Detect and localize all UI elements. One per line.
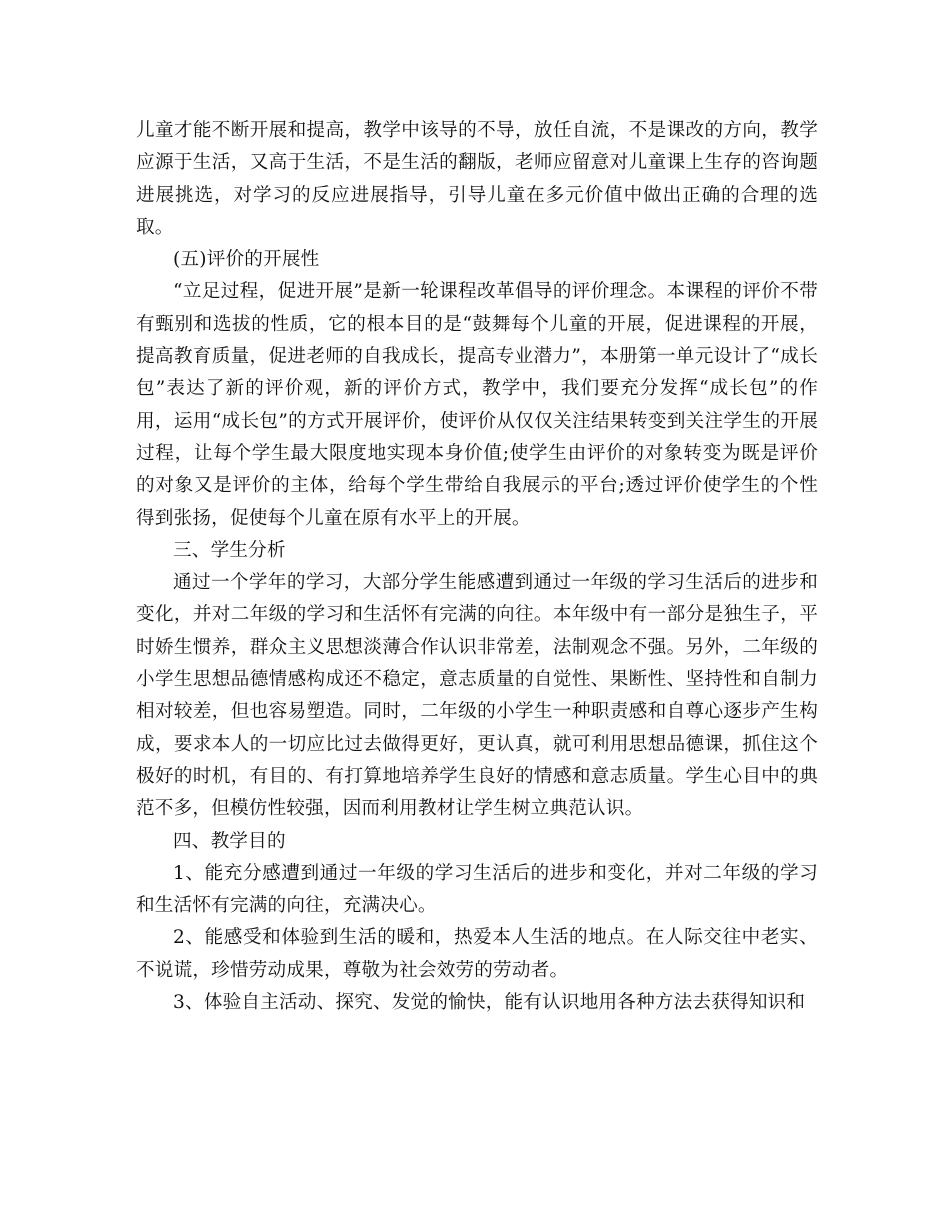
list-item-goal-3: 3、体验自主活动、探究、发觉的愉快，能有认识地用各种方法去获得知识和	[173, 992, 806, 1014]
paragraph-student-analysis: 通过一个学年的学习，大部分学生能感遭到通过一年级的学习生活后的进步和变化，并对二年级的学习和生活怀有完满的向往。本年级中有一部分是独生子，平时娇生惯养，群众主义思想淡薄合作认识非常差，法制观念不强。另外，二年级的小学生思想品德情感构成还不稳定，意志质量的自觉性、果断性、坚持性和自制力相对较差，但也容易塑造。同时，二年级的小学生一种职责感和自尊心逐步产生构成，要求本人的一切应比过去做得更好，更认真，就可利用思想品德课，抓住这个极好的时机，有目的、有打算地培养学生良好的情感和意志质量。学生心目中的典范不多，但模仿性较强，因而利用教材让学生树立典范认识。	[136, 572, 818, 820]
document-body	[136, 115, 818, 1019]
section-heading-teaching-goals: 四、教学目的	[173, 830, 286, 852]
list-item-goal-2: 2、能感受和体验到生活的暖和，热爱本人生活的地点。在人际交往中老实、不说谎，珍惜劳动成果，尊敬为社会效劳的劳动者。	[136, 927, 818, 981]
paragraph-continuation: 儿童才能不断开展和提高，教学中该导的不导，放任自流，不是课改的方向，教学应源于生活，又高于生活，不是生活的翻版，老师应留意对儿童课上生存的咨询题进展挑选，对学习的反应进展指导，引导儿童在多元价值中做出正确的合理的选取。	[136, 120, 818, 238]
list-item-goal-1: 1、能充分感遭到通过一年级的学习生活后的进步和变化，并对二年级的学习和生活怀有完满的向往，充满决心。	[136, 862, 818, 917]
section-heading-evaluation: (五)评价的开展性	[173, 249, 320, 271]
paragraph-evaluation: “立足过程，促进开展”是新一轮课程改革倡导的评价理念。本课程的评价不带有甄别和选拔的性质，它的根本目的是“鼓舞每个儿童的开展，促进课程的开展，提高教育质量，促进老师的自我成长，提高专业潜力”，本册第一单元设计了“成长包”表达了新的评价观，新的评价方式，教学中，我们要充分发挥“成长包”的作用，运用“成长包”的方式开展评价，使评价从仅仅关注结果转变到关注学生的开展过程，让每个学生最大限度地实现本身价值;使学生由评价的对象转变为既是评价的对象又是评价的主体，给每个学生带给自我展示的平台;透过评价使学生的个性得到张扬，促使每个儿童在原有水平上的开展。	[136, 281, 818, 529]
section-heading-student-analysis: 三、学生分析	[173, 539, 286, 561]
